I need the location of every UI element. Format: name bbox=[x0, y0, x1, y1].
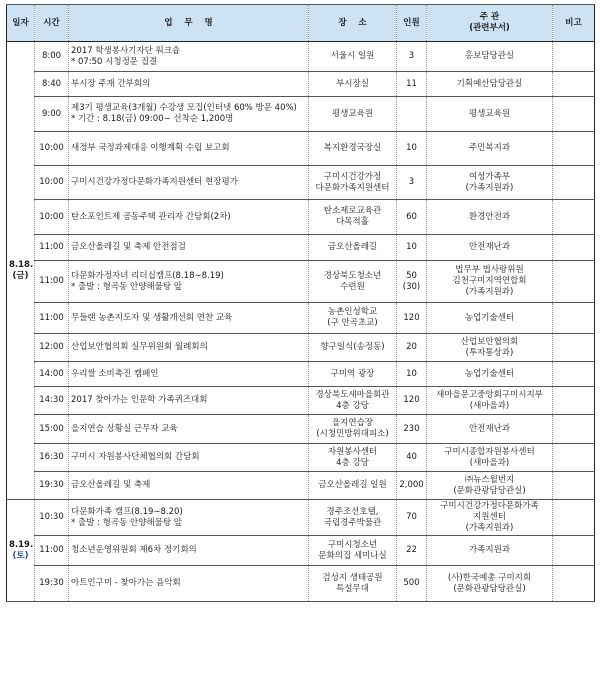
task-cell: 다문화가족 캠프(8.19∼8.20) * 출발 : 형곡동 안양해물탕 앞 bbox=[69, 500, 309, 536]
schedule-table bbox=[6, 4, 595, 602]
place-cell: 평생교육원 bbox=[309, 97, 397, 132]
time-cell: 12:00 bbox=[35, 334, 69, 362]
table-row bbox=[7, 334, 595, 362]
task-cell: 구미시건강가정다문화가족지원센터 현장평가 bbox=[69, 166, 309, 200]
organizer-cell: 농업기술센터 bbox=[427, 303, 553, 334]
header-row bbox=[7, 5, 595, 42]
note-cell bbox=[553, 334, 595, 362]
attendees-cell bbox=[397, 97, 427, 132]
attendees-cell: 2,000 bbox=[397, 472, 427, 500]
attendees-cell: 50 (30) bbox=[397, 261, 427, 303]
organizer-cell: 주민복지과 bbox=[427, 132, 553, 166]
table-row bbox=[7, 500, 595, 536]
table-row bbox=[7, 387, 595, 415]
date-label: 8.19. bbox=[9, 539, 34, 550]
time-cell: 19:30 bbox=[35, 472, 69, 500]
header-task: 업 무 명 bbox=[69, 5, 309, 42]
place-cell: 금오산올레길 bbox=[309, 235, 397, 261]
note-cell bbox=[553, 444, 595, 472]
place-cell: 경상북도새마을회관 4층 강당 bbox=[309, 387, 397, 415]
time-cell: 14:00 bbox=[35, 362, 69, 387]
place-cell: 향구일식(송정동) bbox=[309, 334, 397, 362]
attendees-cell: 20 bbox=[397, 334, 427, 362]
place-cell: 구미시건강가정 다문화가족지원센터 bbox=[309, 166, 397, 200]
task-cell: 금오산올레길 및 축제 안전점검 bbox=[69, 235, 309, 261]
time-cell: 11:00 bbox=[35, 303, 69, 334]
place-cell: 농촌인성학교 (구 안곡초교) bbox=[309, 303, 397, 334]
note-cell bbox=[553, 566, 595, 602]
table-row bbox=[7, 303, 595, 334]
time-cell: 14:30 bbox=[35, 387, 69, 415]
place-cell: 부시장실 bbox=[309, 72, 397, 97]
table-row bbox=[7, 536, 595, 566]
task-cell: 산업보안협의회 실무위원회 월례회의 bbox=[69, 334, 309, 362]
place-cell: 경주조선호텔, 국립경주박물관 bbox=[309, 500, 397, 536]
header-place: 장 소 bbox=[309, 5, 397, 42]
time-cell: 16:30 bbox=[35, 444, 69, 472]
organizer-cell: (사)한국예총 구미지회 (문화관광담당관실) bbox=[427, 566, 553, 602]
organizer-cell: 구미시종합자원봉사센터 (새마을과) bbox=[427, 444, 553, 472]
header-attendees: 인원 bbox=[397, 5, 427, 42]
table-row bbox=[7, 235, 595, 261]
weekday-label: (금) bbox=[12, 270, 29, 281]
task-cell: 우리쌀 소비촉진 캠페인 bbox=[69, 362, 309, 387]
attendees-cell: 10 bbox=[397, 362, 427, 387]
place-cell: 복지환경국장실 bbox=[309, 132, 397, 166]
organizer-cell: ㈜뉴스윌번지 (문화관광담당관실) bbox=[427, 472, 553, 500]
attendees-cell: 3 bbox=[397, 166, 427, 200]
attendees-cell: 22 bbox=[397, 536, 427, 566]
note-cell bbox=[553, 362, 595, 387]
note-cell bbox=[553, 536, 595, 566]
note-cell bbox=[553, 415, 595, 444]
header-date: 일자 bbox=[7, 5, 35, 42]
task-cell: 다문화가정자녀 리더십캠프(8.18∼8.19) * 출발 : 형곡동 안양해물탕 앞 bbox=[69, 261, 309, 303]
time-cell: 19:30 bbox=[35, 566, 69, 602]
task-cell: 새정부 국정과제대응 이행계획 수립 보고회 bbox=[69, 132, 309, 166]
table-row bbox=[7, 362, 595, 387]
note-cell bbox=[553, 500, 595, 536]
task-cell: 부시장 주재 간부회의 bbox=[69, 72, 309, 97]
table-row bbox=[7, 261, 595, 303]
place-cell: 금오산올레길 일원 bbox=[309, 472, 397, 500]
note-cell bbox=[553, 472, 595, 500]
time-cell: 10:00 bbox=[35, 200, 69, 235]
organizer-cell: 산업보안협의회 (투자통상과) bbox=[427, 334, 553, 362]
place-cell: 탄소제로교육관 다목적홀 bbox=[309, 200, 397, 235]
note-cell bbox=[553, 261, 595, 303]
table-row bbox=[7, 444, 595, 472]
table-row bbox=[7, 415, 595, 444]
organizer-cell: 여성가족부 (가족지원과) bbox=[427, 166, 553, 200]
note-cell bbox=[553, 303, 595, 334]
task-cell: 탄소포인트제 공동주택 관리자 간담회(2차) bbox=[69, 200, 309, 235]
task-cell: 을지연습 상황실 근무자 교육 bbox=[69, 415, 309, 444]
attendees-cell: 3 bbox=[397, 42, 427, 72]
time-cell: 11:00 bbox=[35, 536, 69, 566]
organizer-cell: 평생교육원 bbox=[427, 97, 553, 132]
organizer-cell: 안전재난과 bbox=[427, 415, 553, 444]
header-note: 비고 bbox=[553, 5, 595, 42]
time-cell: 10:30 bbox=[35, 500, 69, 536]
note-cell bbox=[553, 200, 595, 235]
task-cell: 금오산올레길 및 축제 bbox=[69, 472, 309, 500]
table-row bbox=[7, 166, 595, 200]
organizer-cell: 홍보담당관실 bbox=[427, 42, 553, 72]
table-row bbox=[7, 200, 595, 235]
time-cell: 11:00 bbox=[35, 261, 69, 303]
table-row bbox=[7, 566, 595, 602]
note-cell bbox=[553, 132, 595, 166]
place-cell: 구미역 광장 bbox=[309, 362, 397, 387]
place-cell: 서울시 일원 bbox=[309, 42, 397, 72]
note-cell bbox=[553, 387, 595, 415]
table-row bbox=[7, 132, 595, 166]
attendees-cell: 230 bbox=[397, 415, 427, 444]
task-cell: 아트인구미 - 찾아가는 음악회 bbox=[69, 566, 309, 602]
task-cell: 무들랜 농촌지도자 및 생활개선회 연찬 교육 bbox=[69, 303, 309, 334]
task-cell: 구미시 자원봉사단체협의회 간담회 bbox=[69, 444, 309, 472]
table-row bbox=[7, 72, 595, 97]
table-row bbox=[7, 97, 595, 132]
place-cell: 검성지 생태공원 특설무대 bbox=[309, 566, 397, 602]
time-cell: 8:40 bbox=[35, 72, 69, 97]
attendees-cell: 120 bbox=[397, 303, 427, 334]
time-cell: 11:00 bbox=[35, 235, 69, 261]
organizer-cell: 기획예산담당관실 bbox=[427, 72, 553, 97]
time-cell: 9:00 bbox=[35, 97, 69, 132]
place-cell: 구미시청소년 문화의집 세미나실 bbox=[309, 536, 397, 566]
table-row bbox=[7, 472, 595, 500]
time-cell: 10:00 bbox=[35, 132, 69, 166]
date-cell bbox=[7, 42, 35, 500]
attendees-cell: 10 bbox=[397, 132, 427, 166]
organizer-cell: 법무부 법사랑위원 김천구미지역연합회 (가족지원과) bbox=[427, 261, 553, 303]
note-cell bbox=[553, 166, 595, 200]
time-cell: 8:00 bbox=[35, 42, 69, 72]
task-cell: 청소년운영위원회 제6차 정기회의 bbox=[69, 536, 309, 566]
table-row bbox=[7, 42, 595, 72]
place-cell: 을지연습장 (시청민방위대피소) bbox=[309, 415, 397, 444]
time-cell: 15:00 bbox=[35, 415, 69, 444]
note-cell bbox=[553, 42, 595, 72]
organizer-cell: 구미시건강가정다문화가족 지원센터 (가족지원과) bbox=[427, 500, 553, 536]
attendees-cell: 500 bbox=[397, 566, 427, 602]
organizer-cell: 안전재난과 bbox=[427, 235, 553, 261]
task-cell: 2017 학생봉사기자단 워크숍 * 07:50 시청정문 집결 bbox=[69, 42, 309, 72]
attendees-cell: 10 bbox=[397, 235, 427, 261]
attendees-cell: 60 bbox=[397, 200, 427, 235]
note-cell bbox=[553, 235, 595, 261]
attendees-cell: 11 bbox=[397, 72, 427, 97]
attendees-cell: 40 bbox=[397, 444, 427, 472]
task-cell: 제3기 평생교육(3개월) 수강생 모집(인터넷 60% 방문 40%) * 기간 : 8.18(금) 09:00∼ 선착순 1,200명 bbox=[69, 97, 309, 132]
attendees-cell: 70 bbox=[397, 500, 427, 536]
header-organizer: 주 관 (관련부서) bbox=[427, 5, 553, 42]
organizer-cell: 가족지원과 bbox=[427, 536, 553, 566]
note-cell bbox=[553, 72, 595, 97]
task-cell: 2017 찾아가는 인문학 가족퀴즈대회 bbox=[69, 387, 309, 415]
time-cell: 10:00 bbox=[35, 166, 69, 200]
attendees-cell: 120 bbox=[397, 387, 427, 415]
place-cell: 경상북도청소년 수련원 bbox=[309, 261, 397, 303]
date-label: 8.18. bbox=[9, 259, 34, 270]
organizer-cell: 환경안전과 bbox=[427, 200, 553, 235]
place-cell: 자원봉사센터 4층 강당 bbox=[309, 444, 397, 472]
note-cell bbox=[553, 97, 595, 132]
header-time: 시간 bbox=[35, 5, 69, 42]
organizer-cell: 새마을문고중앙회구미시지부 (새마을과) bbox=[427, 387, 553, 415]
date-cell bbox=[7, 500, 35, 602]
weekday-label: (토) bbox=[12, 550, 29, 561]
organizer-cell: 농업기술센터 bbox=[427, 362, 553, 387]
